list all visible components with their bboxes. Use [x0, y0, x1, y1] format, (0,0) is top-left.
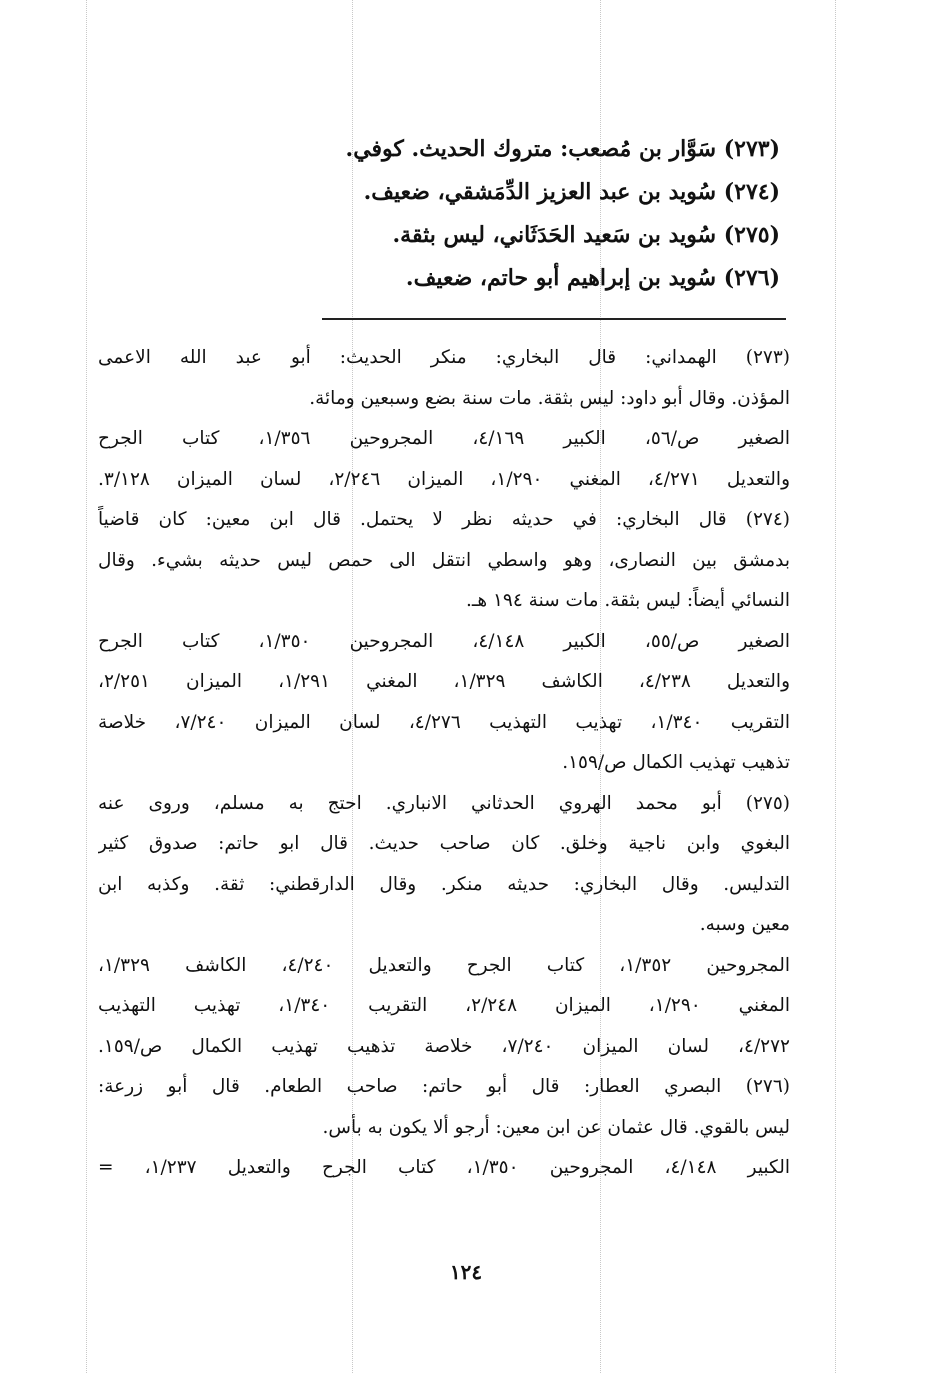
footnote-line: المجروحين ١/٣٥٢، كتاب الجرح والتعديل ٤/٢٤٠، الكاشف ١/٣٢٩،: [98, 954, 790, 976]
page-number: ١٢٤: [449, 1260, 483, 1284]
footnote-line: الصغير ص/٥٦، الكبير ٤/١٦٩، المجروحين ١/٣٥٦، كتاب الجرح: [98, 428, 790, 449]
entry-273: (٢٧٣) سَوَّار بن مُصعب: متروك الحديث. كوفي.: [345, 136, 780, 162]
entry-276: (٢٧٦) سُويد بن إبراهيم أبو حاتم، ضعيف.: [405, 265, 780, 291]
footnotes: [98, 338, 790, 1189]
footnote-line: معين وسبه.: [699, 914, 790, 935]
footnote-line: المغني ١/٢٩٠، الميزان ٢/٢٤٨، التقريب ١/٣٤٠، تهذيب التهذيب: [98, 995, 790, 1016]
footnote-line: (٢٧٥) أبو محمد الهروي الحدثاني الانباري. احتج به مسلم، وروى عنه: [98, 792, 790, 814]
footnote-line: (٢٧٦) البصري العطار: قال أبو حاتم: صاحب الطعام. قال أبو زرعة:: [98, 1076, 790, 1097]
entry-275: (٢٧٥) سُويد بن سَعيد الحَدَثَاني، ليس بثقة.: [392, 222, 780, 248]
footnote-line: البغوي وابن ناجية وخلق. كان صاحب حديث. قال ابو حاتم: صدوق كثير: [98, 833, 790, 854]
entry-274: (٢٧٤) سُويد بن عبد العزيز الدِّمَشقي، ضعيف.: [363, 179, 780, 205]
footnote-line: (٢٧٣) الهمداني: قال البخاري: منكر الحديث: أبو عبد الله الاعمى: [98, 347, 790, 368]
footnote-line: الصغير ص/٥٥، الكبير ٤/١٤٨، المجروحين ١/٣٥٠، كتاب الجرح: [98, 630, 790, 652]
footnote-line: الكبير ٤/١٤٨، المجروحين ١/٣٥٠، كتاب الجرح والتعديل ١/٢٣٧، =: [98, 1157, 790, 1178]
footnote-line: تذهيب تهذيب الكمال ص/١٥٩.: [562, 752, 790, 773]
footnote-line: بدمشق بين النصارى، وهو واسطي انتقل الى حمص ليس حديثه بشيء. وقال: [98, 549, 790, 571]
scan-artifact-line: [835, 0, 836, 1373]
scan-artifact-line: [86, 0, 87, 1373]
footnote-line: التقريب ١/٣٤٠، تهذيب التهذيب ٤/٢٧٦، لسان الميزان ٧/٢٤٠، خلاصة: [98, 711, 790, 733]
footnote-line: ليس بالقوي. قال عثمان عن ابن معين: أرجو ألا يكون به بأس.: [322, 1116, 790, 1138]
footnote-line: التدليس. وقال البخاري: حديثه منكر. وقال الدارقطني: ثقة. وكذبه ابن: [98, 873, 790, 895]
footnote-line: والتعديل ٤/٢٧١، المغني ١/٢٩٠، الميزان ٢/٢٤٦، لسان الميزان ٣/١٢٨.: [98, 468, 790, 490]
footnote-line: النسائي أيضاً: ليس بثقة. مات سنة ١٩٤ هـ.: [466, 590, 790, 611]
footnote-line: ٤/٢٧٢، لسان الميزان ٧/٢٤٠، خلاصة تذهيب تهذيب الكمال ص/١٥٩.: [98, 1035, 790, 1057]
footnote-line: والتعديل ٤/٢٣٨، الكاشف ١/٣٢٩، المغني ١/٢٩١، الميزان ٢/٢٥١،: [98, 671, 790, 692]
footnote-line: (٢٧٤) قال البخاري: في حديثه نظر لا يحتمل. قال ابن معين: كان قاضياً: [98, 509, 790, 530]
footnote-divider: [322, 318, 786, 320]
main-entries: [270, 128, 780, 300]
footnote-line: المؤذن. وقال أبو داود: ليس بثقة. مات سنة بضع وسبعين ومائة.: [309, 387, 790, 409]
